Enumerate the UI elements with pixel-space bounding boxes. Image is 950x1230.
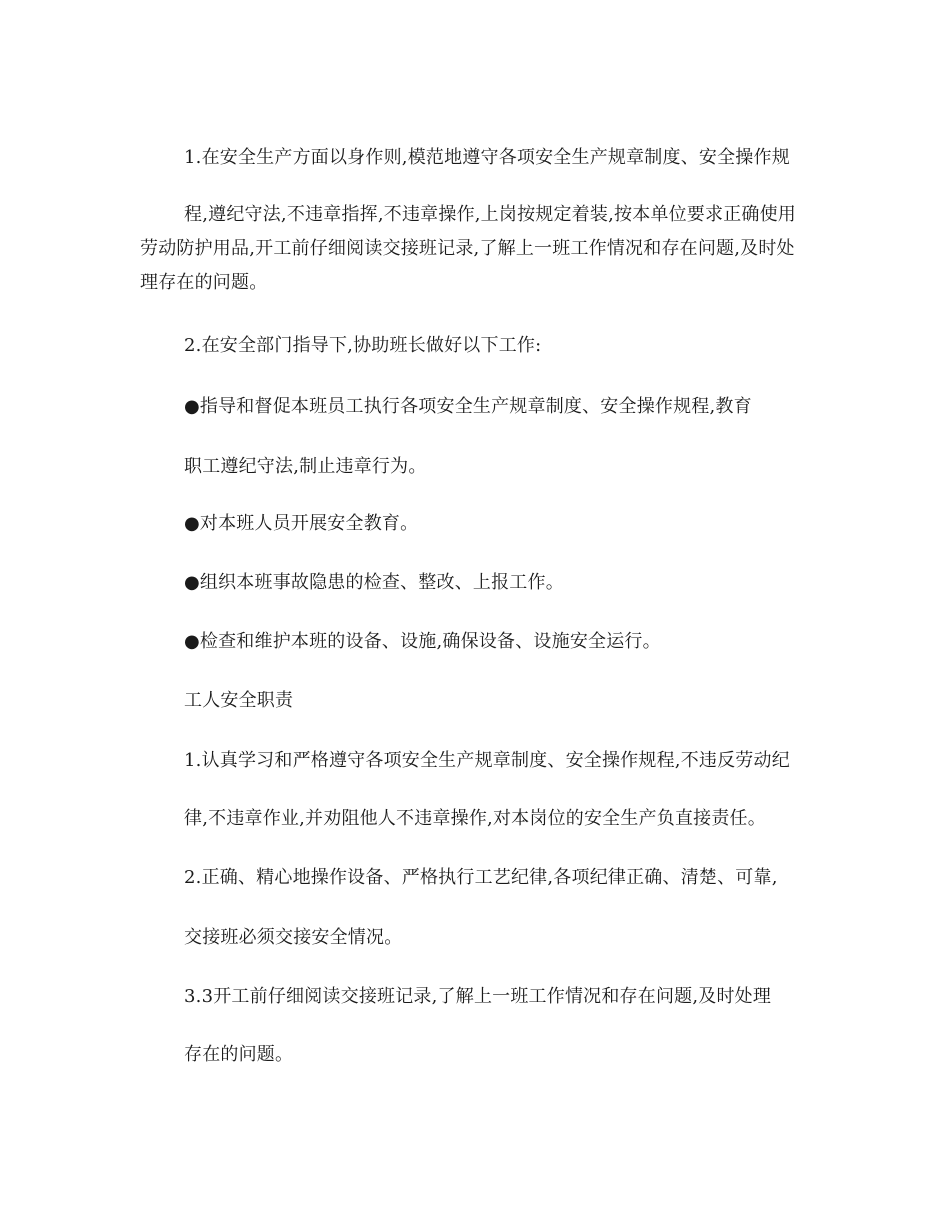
paragraph-2: 2.在安全部门指导下,协助班长做好以下工作: xyxy=(184,335,542,356)
paragraph-1-continuation xyxy=(140,198,808,300)
section-heading: 工人安全职责 xyxy=(184,690,294,711)
worker-duty-1-line-2: 律,不违章作业,并劝阻他人不违章操作,对本岗位的安全生产负直接责任。 xyxy=(184,808,766,829)
bullet-1-line-1: ●指导和督促本班员工执行各项安全生产规章制度、安全操作规程,教育 xyxy=(184,396,752,417)
worker-duty-3-line-2: 存在的问题。 xyxy=(184,1044,294,1065)
bullet-1-line-2: 职工遵纪守法,制止违章行为。 xyxy=(184,456,427,477)
bullet-2: ●对本班人员开展安全教育。 xyxy=(184,513,419,534)
worker-duty-2-line-2: 交接班必须交接安全情况。 xyxy=(184,927,403,948)
worker-duty-1-line-1: 1.认真学习和严格遵守各项安全生产规章制度、安全操作规程,不违反劳动纪 xyxy=(184,750,790,771)
bullet-3: ●组织本班事故隐患的检查、整改、上报工作。 xyxy=(184,572,564,593)
paragraph-1-body: 程,遵纪守法,不违章指挥,不违章操作,上岗按规定着装,按本单位要求正确使用劳动防护用品,开工前仔细阅读交接班记录,了解上一班工作情况和存在问题,及时处理存在的问题。 xyxy=(140,204,797,293)
worker-duty-2-line-1: 2.正确、精心地操作设备、严格执行工艺纪律,各项纪律正确、清楚、可靠, xyxy=(184,867,778,888)
paragraph-1-line-1: 1.在安全生产方面以身作则,模范地遵守各项安全生产规章制度、安全操作规 xyxy=(184,147,790,168)
bullet-4: ●检查和维护本班的设备、设施,确保设备、设施安全运行。 xyxy=(184,631,661,652)
worker-duty-3-line-1: 3.3开工前仔细阅读交接班记录,了解上一班工作情况和存在问题,及时处理 xyxy=(184,986,772,1007)
